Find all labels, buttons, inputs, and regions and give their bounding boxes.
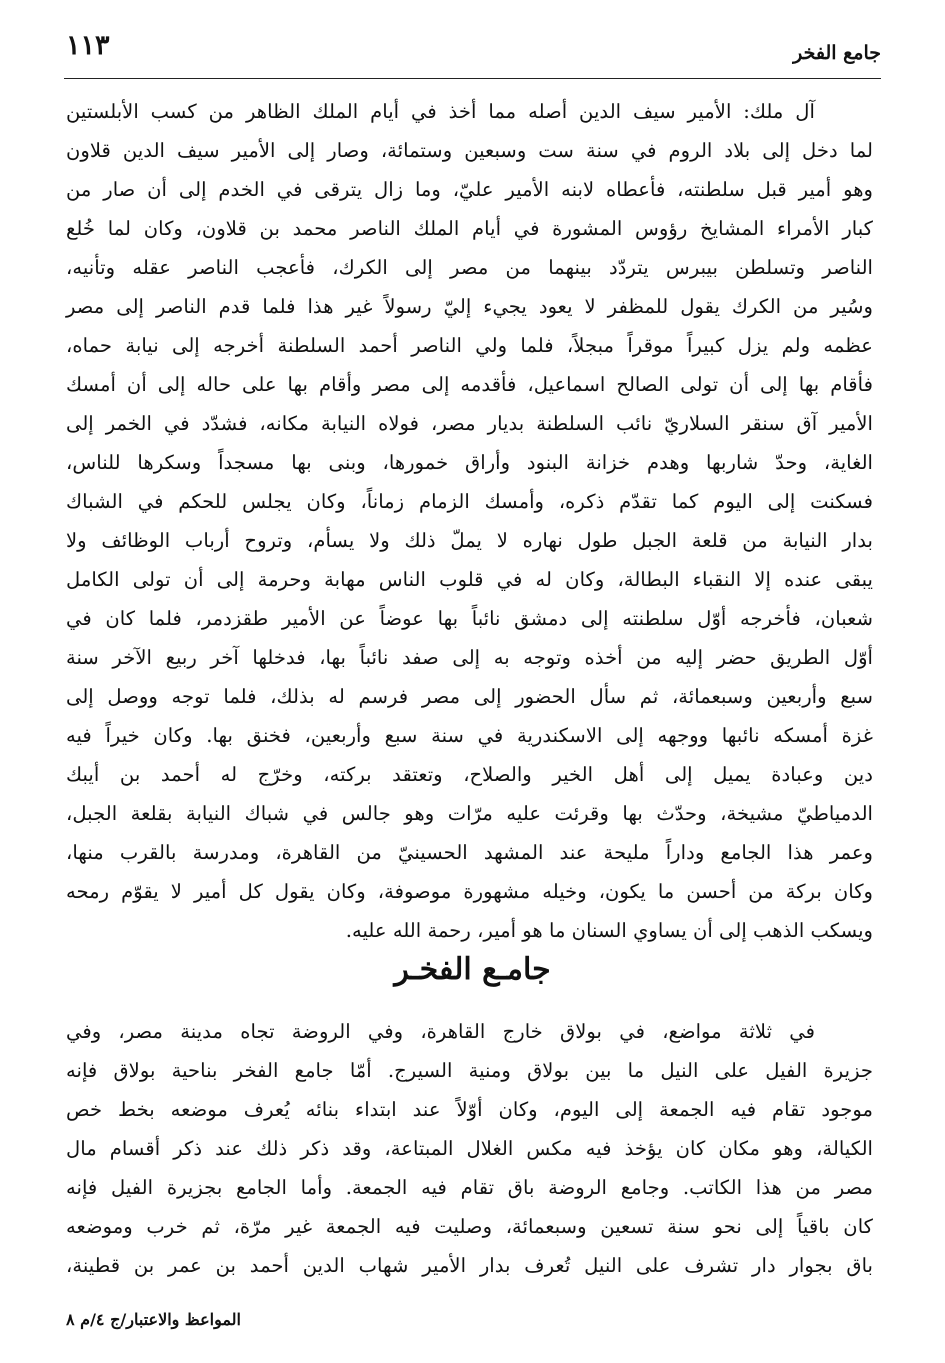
text-line: جزيرة الفيل على النيل ما بين بولاق ومنية السيرج. أمّا جامع الفخر بناحية بولاق فإنه <box>66 1059 873 1082</box>
text-line: غزة أمسكه نائبها ووجهه إلى الاسكندرية في سنة سبع وأربعين، فخنق بها. وكان خيراً فيه <box>66 724 873 747</box>
text-line: الناصر وتسلطن بيبرس يتردّد بينهما من مصر إلى الكرك، فأعجب الناصر عقله وتأنيه، <box>66 256 873 279</box>
running-header-title: جامع الفخر <box>793 42 881 64</box>
section-heading: جامـع الفخـر <box>394 952 551 987</box>
text-line: وهو أمير قبل سلطنته، فأعطاه لابنه الأمير عليّ، وما زال يترقى في الخدم إلى أن صار من <box>66 178 873 201</box>
text-line: وعمر هذا الجامع وداراً مليحة عند المشهد الحسينيّ من القاهرة، ومدرسة بالقرب منها، <box>66 841 873 864</box>
text-line: الكيالة، وهو مكان كان يؤخذ فيه مكس الغلال المبتاعة، وقد ذكر ذلك عند ذكر أقسام مال <box>66 1137 873 1160</box>
text-line: في ثلاثة مواضع، في بولاق خارج القاهرة، وفي الروضة تجاه مدينة مصر، وفي <box>66 1020 815 1043</box>
text-line: موجود تقام فيه الجمعة إلى اليوم، وكان أوّلاً عند ابتداء بنائه يُعرف موضعه بخط خص <box>66 1098 873 1121</box>
text-line: الدمياطيّ مشيخة، وحدّث بها وقرئت عليه مرّات وهو جالس في شباك النيابة بقلعة الجبل، <box>66 802 873 825</box>
text-line: لما دخل إلى بلاد الروم في سنة ست وسبعين وستمائة، وصار إلى الأمير سيف الدين قلاون <box>66 139 873 162</box>
text-line: مصر من هذا الكاتب. وجامع الروضة باق تقام فيه الجمعة. وأما الجامع بجزيرة الفيل فإنه <box>66 1176 873 1199</box>
text-line: كبار الأمراء المشايخ رؤوس المشورة في أيام الملك الناصر محمد بن قلاون، وكان لما خُلع <box>66 217 873 240</box>
text-line: وكان بركة من أحسن ما يكون، وخيله مشهورة موصوفة، وكان يقول كل أمير لا يقوّم رمحه <box>66 880 873 903</box>
text-line: دين وعبادة يميل إلى أهل الخير والصلاح، وتعتقد بركته، وخرّج له أحمد بن أيبك <box>66 763 873 786</box>
text-line: سبع وأربعين وسبعمائة، ثم سأل الحضور إلى مصر فرسم له بذلك، فلما توجه ووصل إلى <box>66 685 873 708</box>
text-line: بدار النيابة من قلعة الجبل طول نهاره لا يملّ ذلك ولا يسأم، وتروح أرباب الوظائف ولا <box>66 529 873 552</box>
text-line: فأقام بها إلى أن تولى الصالح اسماعيل، فأقدمه إلى مصر وأقام بها على حاله إلى أن أمسك <box>66 373 873 396</box>
paragraph-aal-malik <box>66 92 873 950</box>
paragraph-jami-al-fakhr <box>66 1012 873 1285</box>
text-line: ويسكب الذهب إلى أن يساوي السنان ما هو أمير، رحمة الله عليه. <box>345 919 873 942</box>
text-line: عظمه ولم يزل كبيراً موقراً مبجلاً، فلما ولي الناصر أحمد السلطنة أخرجه إلى نيابة حماه، <box>66 334 873 357</box>
running-header <box>64 26 881 79</box>
text-line: وسُير من الكرك يقول للمظفر لا يعود يجيء إليّ رسولاً غير هذا فلما قدم الناصر إلى مصر <box>66 295 873 318</box>
text-line: أوّل الطريق حضر إليه من أخذه وتوجه به إلى صفد نائباً بها، فدخلها آخر ربيع الآخر سنة <box>66 646 873 669</box>
text-line: شعبان، فأخرجه أوّل سلطنته إلى دمشق نائباً بها عوضاً عن الأمير طقزدمر، فلما كان في <box>66 607 873 630</box>
footer-signature: المواعظ والاعتبار/ج ٤/م ٨ <box>66 1310 241 1329</box>
text-line: الغاية، وحدّ شاربها وهدم خزانة البنود وأراق خمورها، وبنى بها مسجداً وسكرها للناس، <box>66 451 873 474</box>
text-line: آل ملك: الأمير سيف الدين أصله مما أخذ في أيام الملك الظاهر من كسب الأبلستين <box>66 100 815 123</box>
text-line: فسكنت إلى اليوم كما تقدّم ذكره، وأمسك الزمام زماناً، وكان يجلس للحكم في الشباك <box>66 490 873 513</box>
text-line: يبقى عنده إلا النقباء البطالة، وكان له في قلوب الناس مهابة وحرمة إلى أن تولى الكامل <box>66 568 873 591</box>
text-line: كان باقياً إلى نحو سنة تسعين وسبعمائة، وصليت فيه الجمعة غير مرّة، ثم خرب وموضعه <box>66 1215 873 1238</box>
text-line: الأمير آق سنقر السلاريّ نائب السلطنة بديار مصر، فولاه النيابة مكانه، فشدّد في الخمر إلى <box>66 412 873 435</box>
page-number: ١١٣ <box>66 30 110 61</box>
text-line: باق بجوار دار تشرف على النيل تُعرف بدار الأمير شهاب الدين أحمد بن عمر بن قطينة، <box>66 1254 873 1277</box>
